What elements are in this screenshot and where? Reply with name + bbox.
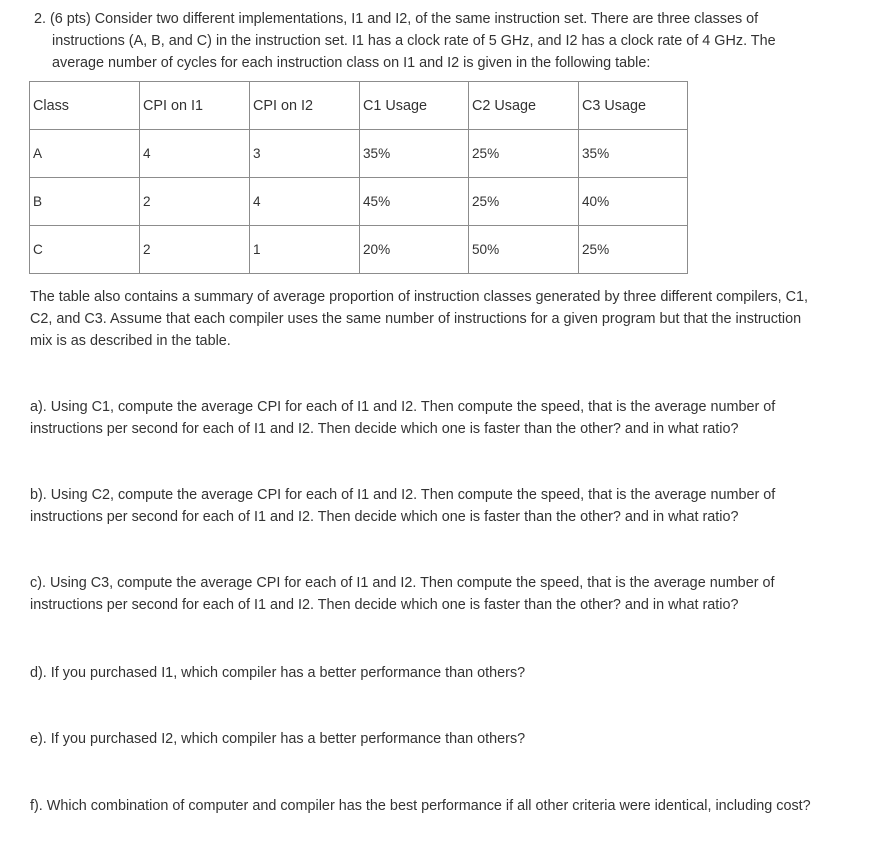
intro-line-2: instructions (A, B, and C) in the instruction set. I1 has a clock rate of 5 GHz, and I2 has a clock rate of 4 GHz. The: [52, 33, 776, 49]
table-row: [30, 178, 688, 226]
summary-line-3: mix is as described in the table.: [30, 333, 231, 349]
table-header-cell: CPI on I1: [140, 82, 250, 130]
question-b-line-1: b). Using C2, compute the average CPI for each of I1 and I2. Then compute the speed, that is the average number of: [30, 487, 776, 503]
table-cell: B: [30, 178, 140, 226]
table-summary-paragraph: [30, 286, 850, 352]
question-c-line-1: c). Using C3, compute the average CPI for each of I1 and I2. Then compute the speed, that is the average number of: [30, 575, 775, 591]
table-header-cell: C3 Usage: [579, 82, 688, 130]
table-row: [30, 226, 688, 274]
intro-line-3: average number of cycles for each instruction class on I1 and I2 is given in the following table:: [52, 55, 651, 71]
question-c-line-2: instructions per second for each of I1 and I2. Then decide which one is faster than the other? and in what ratio?: [30, 597, 739, 613]
question-f: f). Which combination of computer and compiler has the best performance if all other criteria were identical, including cost?: [30, 798, 811, 814]
table-cell: 4: [140, 130, 250, 178]
table-cell: 1: [250, 226, 360, 274]
table-row: [30, 130, 688, 178]
table-cell: 45%: [360, 178, 469, 226]
table-cell: A: [30, 130, 140, 178]
table-cell: 35%: [360, 130, 469, 178]
table-cell: 25%: [579, 226, 688, 274]
summary-line-2: C2, and C3. Assume that each compiler uses the same number of instructions for a given program but that the instruction: [30, 311, 802, 327]
table-cell: 2: [140, 226, 250, 274]
question-a: [30, 396, 830, 440]
table-header-row: [30, 82, 688, 130]
question-b: [30, 484, 830, 528]
table-cell: 50%: [469, 226, 579, 274]
table-cell: 3: [250, 130, 360, 178]
question-a-line-2: instructions per second for each of I1 and I2. Then decide which one is faster than the other? and in what ratio?: [30, 421, 739, 437]
table-header-cell: CPI on I2: [250, 82, 360, 130]
question-intro: [34, 8, 834, 74]
table-header-cell: C1 Usage: [360, 82, 469, 130]
question-b-line-2: instructions per second for each of I1 and I2. Then decide which one is faster than the other? and in what ratio?: [30, 509, 739, 525]
question-e: e). If you purchased I2, which compiler has a better performance than others?: [30, 731, 526, 747]
table-cell: C: [30, 226, 140, 274]
intro-line-1: 2. (6 pts) Consider two different implementations, I1 and I2, of the same instruction set. There are three classes of: [34, 11, 759, 27]
table-header-cell: C2 Usage: [469, 82, 579, 130]
summary-line-1: The table also contains a summary of average proportion of instruction classes generated by three different compilers, C1,: [30, 289, 809, 305]
question-a-line-1: a). Using C1, compute the average CPI for each of I1 and I2. Then compute the speed, that is the average number of: [30, 399, 776, 415]
cpi-usage-table: [29, 81, 688, 274]
table-cell: 40%: [579, 178, 688, 226]
table-cell: 35%: [579, 130, 688, 178]
table-cell: 2: [140, 178, 250, 226]
question-c: [30, 572, 830, 616]
table-cell: 25%: [469, 130, 579, 178]
table-header-cell: Class: [30, 82, 140, 130]
question-d: d). If you purchased I1, which compiler has a better performance than others?: [30, 665, 526, 681]
table-cell: 4: [250, 178, 360, 226]
table-cell: 25%: [469, 178, 579, 226]
table-cell: 20%: [360, 226, 469, 274]
